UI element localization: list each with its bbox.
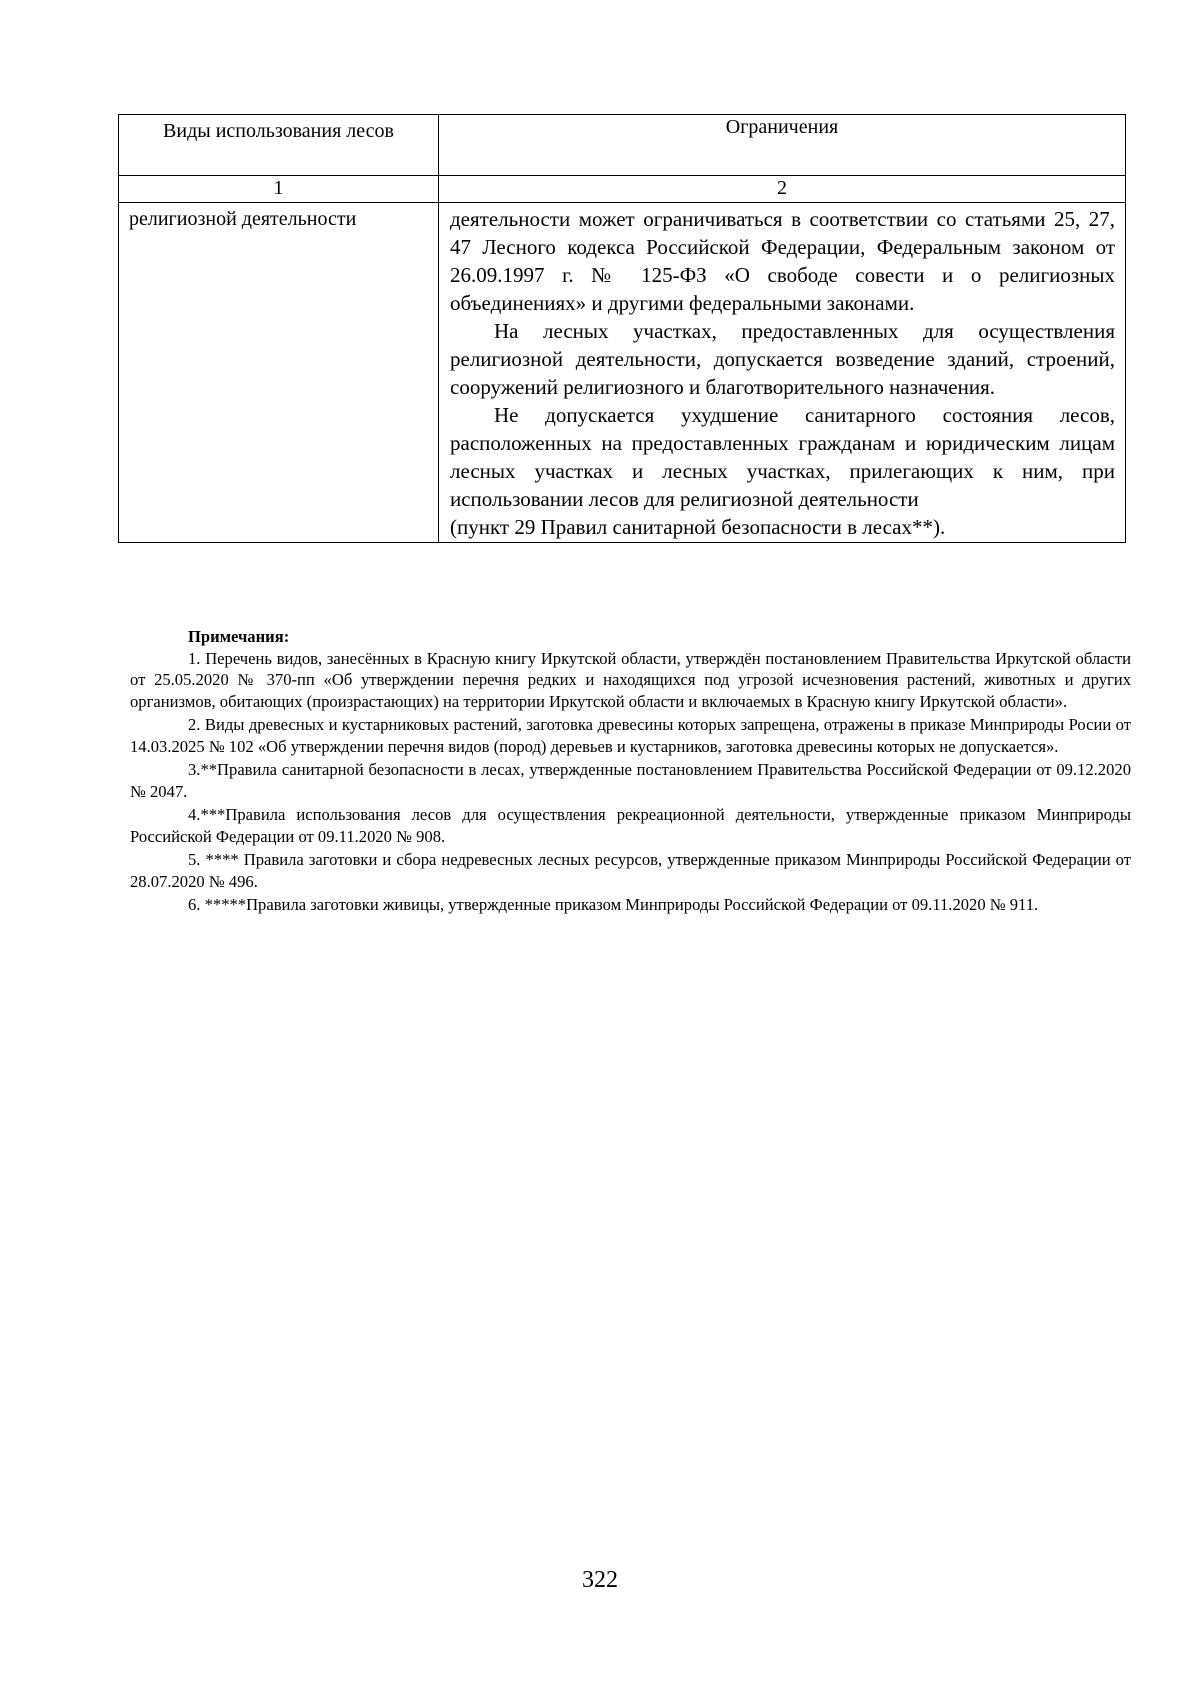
- note-item: 1. Перечень видов, занесённых в Красную книгу Иркутской области, утверждён постановлением Правительства Иркутской области от 25.05.2020 № 370-пп «Об утверждении перечня редких и находящихся под угрозой исчезновения растений, животных и других организмов, обитающих (произрастающих) на территории Иркутской области и включаемых в Красную книгу Иркутской области».: [130, 648, 1131, 711]
- table-header-row: [119, 115, 1126, 176]
- restriction-paragraph: деятельности может ограничиваться в соответствии со статьями 25, 27, 47 Лесного кодекса Российской Федерации, Федеральным законом от 26.09.1997 г. № 125-ФЗ «О свободе совести и о религиозных объединениях» и другими федеральными законами.: [450, 207, 1115, 315]
- note-item: 6. *****Правила заготовки живицы, утвержденные приказом Минприроды Российской Федерации от 09.11.2020 № 911.: [188, 895, 1039, 914]
- note-item: 5. **** Правила заготовки и сбора недревесных лесных ресурсов, утвержденные приказом Минприроды Российской Федерации от 28.07.2020 № 496.: [130, 850, 1131, 891]
- notes-section: [130, 626, 1131, 918]
- notes-title: Примечания:: [188, 627, 290, 646]
- restriction-paragraph: (пункт 29 Правил санитарной безопасности в лесах**).: [450, 515, 946, 539]
- note-item: 3.**Правила санитарной безопасности в лесах, утвержденные постановлением Правительства Российской Федерации от 09.12.2020 № 2047.: [130, 760, 1131, 801]
- column-header-use-type: Виды использования лесов: [119, 115, 439, 176]
- column-number-2: 2: [439, 176, 1126, 203]
- note-item: 4.***Правила использования лесов для осуществления рекреационной деятельности, утвержденные приказом Минприроды Российской Федерации от 09.11.2020 № 908.: [130, 805, 1131, 846]
- page-number: 322: [582, 1567, 618, 1593]
- column-number-1: 1: [119, 176, 439, 203]
- column-header-restrictions: Ограничения: [439, 115, 1126, 176]
- restrictions-table: [118, 114, 1126, 543]
- restriction-paragraph: Не допускается ухудшение санитарного состояния лесов, расположенных на предоставленных гражданам и юридическим лицам лесных участках и лесных участках, прилегающих к ним, при использовании лесов для религиозной деятельности: [450, 403, 1115, 511]
- use-type-cell: религиозной деятельности: [119, 203, 439, 543]
- table-row: [119, 203, 1126, 543]
- column-number-row: [119, 176, 1126, 203]
- note-item: 2. Виды древесных и кустарниковых растений, заготовка древесины которых запрещена, отражены в приказе Минприроды Росии от 14.03.2025 № 102 «Об утверждении перечня видов (пород) деревьев и кустарников, заготовка древесины которых не допускается».: [130, 715, 1131, 756]
- restriction-paragraph: На лесных участках, предоставленных для осуществления религиозной деятельности, допускается возведение зданий, строений, сооружений религиозного и благотворительного назначения.: [450, 319, 1115, 399]
- restrictions-cell: [439, 203, 1126, 543]
